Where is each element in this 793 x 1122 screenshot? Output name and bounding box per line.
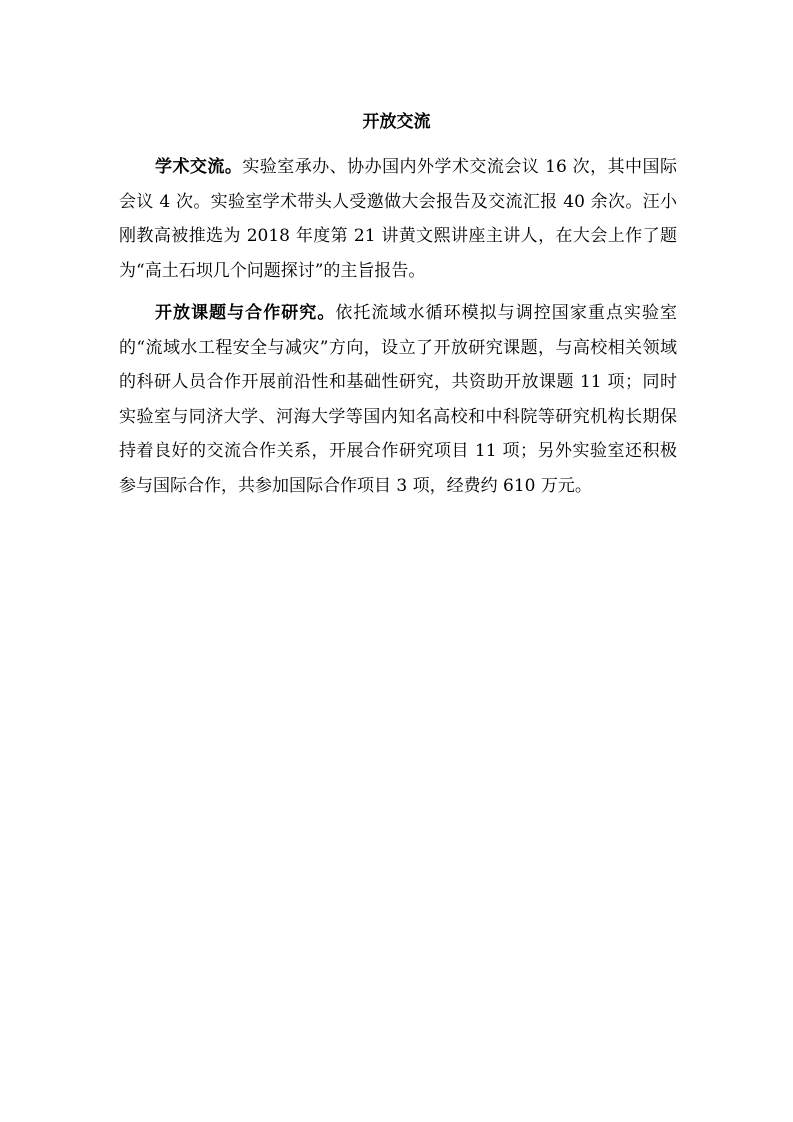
paragraph-text: 实验室承办、协办国内外学术交流会议 16 次，其中国际会议 4 次。实验室学术带头人受邀做大会报告及交流汇报 40 余次。汪小刚教高被推选为 2018 年度第 21 讲黄文熙讲座主讲人，在大会上作了题为“高土石坝几个问题探讨”的主旨报告。 — [119, 157, 677, 281]
paragraph-text: 依托流域水循环模拟与调控国家重点实验室的“流域水工程安全与减灾”方向，设立了开放研究课题，与高校相关领域的科研人员合作开展前沿性和基础性研究，共资助开放课题 11 项；同时实验室与同济大学、河海大学等国内知名高校和中科院等研究机构长期保持着良好的交流合作关系，开展合作研究项目 11 项；另外实验室还积极参与国际合作，共参加国际合作项目 3 项，经费约 610 万元。 — [119, 303, 678, 496]
paragraph-open-research — [119, 296, 677, 503]
paragraph-lead: 开放课题与合作研究。 — [155, 303, 336, 323]
paragraph-academic-exchange — [119, 150, 677, 288]
section-body — [119, 150, 677, 511]
section-title: 开放交流 — [362, 112, 431, 132]
paragraph-lead: 学术交流。 — [155, 157, 243, 177]
